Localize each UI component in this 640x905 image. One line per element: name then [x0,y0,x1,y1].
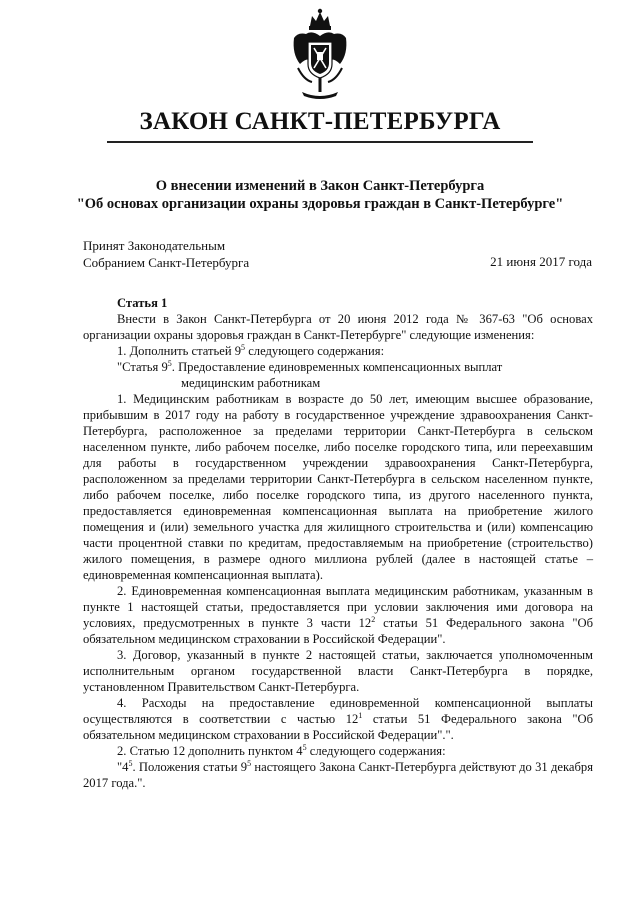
new-article-title: "Статья $9^5$. Предоставление единовременных компенсационных выплат [117,358,503,374]
paragraph-3: 3. Договор, указанный в пункте 2 настоящей статьи, заключается уполномоченным исполнительным органом государственной власти Санкт-Петербурга в порядке, установленном Правительством Санкт-Петербурга. [83,648,593,694]
article-body [83,295,593,791]
paragraph-1: 1. Медицинским работникам в возрасте до 50 лет, имеющим высшее образование, прибывшим в 2017 году на работу в государственное учреждение здравоохранения Санкт-Петербурга, расположенное за пределами территории Санкт-Петербурга в сельском населенном пункте, либо рабочем поселке, либо поселке городского типа, или переехавшим для работы в государственном учреждении здравоохранения Санкт-Петербурга, расположенном за пределами территории Санкт-Петербурга в сельском населенном пункте, либо рабочем поселке, либо поселке городского типа, из другого населенного пункта, предоставляется единовременная компенсационная выплата на приобретение жилого помещения и (или) земельного участка для жилищного строительства и (или) компенсацию части процентной ставки по кредитам, предоставляемым на приобретение (строительство) жилого помещения, в размере одного миллиона рублей (далее в настоящей статье – единовременная компенсационная выплата). [83,392,593,582]
article-intro: Внести в Закон Санкт-Петербурга от 20 июня 2012 года № 367-63 "Об основах организации охраны здоровья граждан в Санкт-Петербурге" следующие изменения: [83,312,593,342]
subtitle-line-2: "Об основах организации охраны здоровья граждан в Санкт-Петербурге" [76,196,564,212]
paragraph-5: "$4^5$. Положения статьи $9^5$ настоящего Закона Санкт-Петербурга действуют до 31 декабря 2017 года.". [83,758,593,790]
adoption-date: 21 июня 2017 года [490,254,592,269]
adoption-line-1: Принят Законодательным [83,238,226,253]
adoption-line-2: Собранием Санкт-Петербурга [83,255,250,270]
title-underline [107,141,533,143]
item-1: 1. Дополнить статьей $9^5$ следующего содержания: [117,342,385,358]
subtitle-line-1: О внесении изменений в Закон Санкт-Петербурга [155,178,485,194]
new-article-title-cont: медицинским работникам [181,376,321,390]
paragraph-2: 2. Единовременная компенсационная выплата медицинским работникам, указанным в пункте 1 настоящей статьи, предоставляется при условии заключения ими договора на условиях, предусмотренных в пункте 3 части $12^2$ статьи 51 Федерального закона "Об обязательном медицинском страховании в Российской Федерации". [83,584,593,646]
paragraph-4: 4. Расходы на предоставление единовременной компенсационной выплаты осуществляются в соответствии с частью $12^1$ статьи 51 Федерального закона "Об обязательном медицинском страховании в Российской Федерации".". [83,696,593,742]
article-heading: Статья 1 [117,296,168,310]
law-title: ЗАКОН САНКТ-ПЕТЕРБУРГА [139,108,501,135]
item-2: 2. Статью 12 дополнить пунктом $4^5$ следующего содержания: [117,742,446,758]
adoption-note [83,237,249,271]
coat-of-arms-emblem [290,8,350,100]
